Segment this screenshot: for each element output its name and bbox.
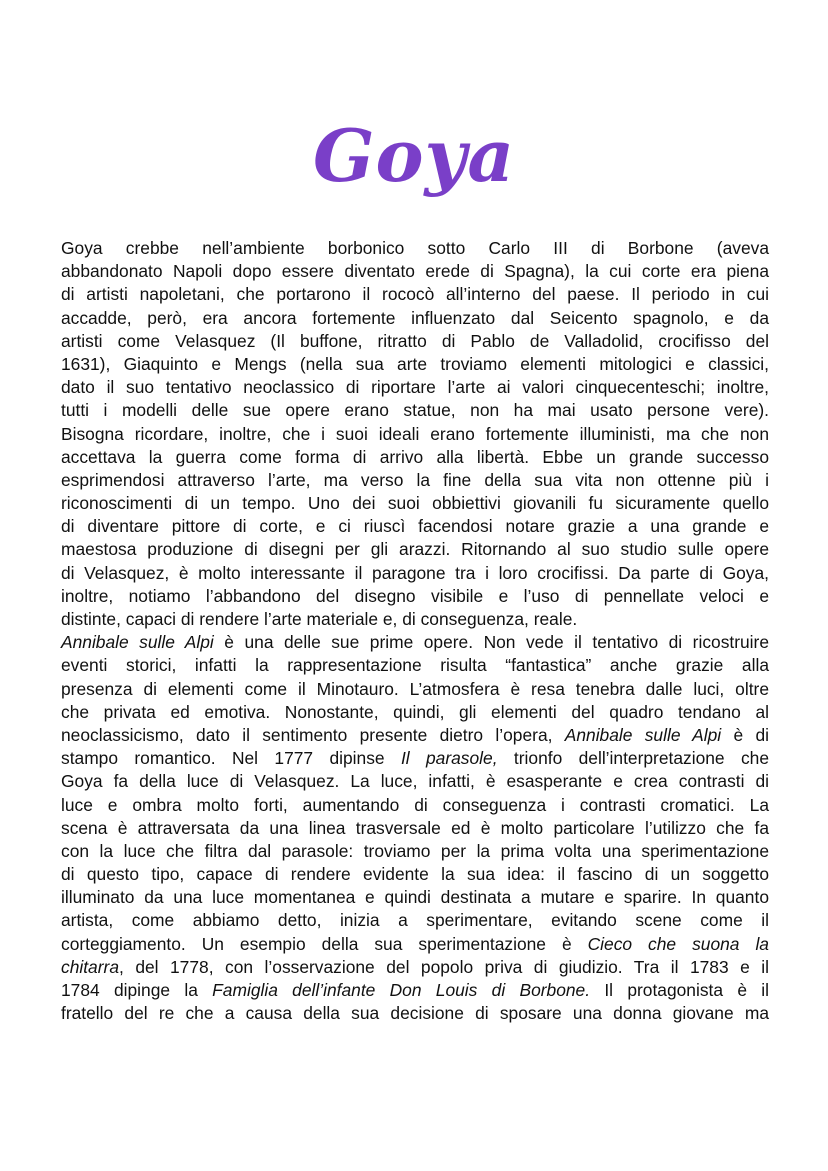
text-line: [61, 608, 769, 631]
text-line: [61, 446, 769, 469]
text-segment: distinte, capaci di rendere l’arte materiale e, di conseguenza, reale.: [61, 609, 578, 629]
text-line: [61, 376, 769, 399]
text-segment: fratello del re che a causa della sua decisione di sposare una donna giovane ma: [61, 1003, 769, 1024]
page-title: Goya: [313, 113, 515, 198]
text-segment: tutti i modelli delle sue opere erano statue, non ha mai usato persone vere).: [61, 400, 769, 421]
text-line: [61, 956, 769, 979]
text-segment: accadde, però, era ancora fortemente influenzato dal Seicento spagnolo, e da: [61, 307, 769, 328]
text-segment: stampo romantico. Nel 1777 dipinse: [61, 748, 401, 769]
text-segment: esprimendosi attraverso l’arte, ma verso la fine della sua vita non ottenne più i: [61, 469, 769, 490]
text-segment: accettava la guerra come forma di arrivo alla libertà. Ebbe un grande successo: [61, 446, 769, 467]
text-line: [61, 933, 769, 956]
artwork-title: chitarra: [61, 956, 119, 977]
text-line: [61, 585, 769, 608]
text-line: [61, 237, 769, 260]
text-segment: di questo tipo, capace di rendere evidente la sua idea: il fascino di un soggetto: [61, 864, 769, 885]
text-segment: riconoscimenti di un tempo. Uno dei suoi obbiettivi giovanili fu sicuramente quello: [61, 493, 769, 514]
text-line: [61, 979, 769, 1002]
text-segment: è di: [721, 724, 769, 745]
text-line: [61, 747, 769, 770]
text-segment: trionfo dell’interpretazione che: [497, 748, 769, 769]
text-segment: , del 1778, con l’osservazione del popolo priva di giudizio. Tra il 1783 e il: [119, 956, 769, 977]
text-line: [61, 886, 769, 909]
text-line: [61, 631, 769, 654]
text-line: [61, 724, 769, 747]
text-segment: di diventare pittore di corte, e ci riuscì facendosi notare grazie a una grande e: [61, 516, 769, 537]
text-line: [61, 330, 769, 353]
text-segment: 1631), Giaquinto e Mengs (nella sua arte troviamo elementi mitologici e classici,: [61, 353, 769, 374]
text-segment: corteggiamento. Un esempio della sua sperimentazione è: [61, 933, 588, 954]
text-line: [61, 492, 769, 515]
text-segment: eventi storici, infatti la rappresentazione risulta “fantastica” anche grazie alla: [61, 655, 769, 676]
artwork-title: Il parasole,: [400, 748, 498, 769]
artwork-title: Cieco che suona la: [587, 933, 769, 954]
text-segment: maestosa produzione di disegni per gli arazzi. Ritornando al suo studio sulle opere: [61, 539, 769, 560]
text-line: [61, 794, 769, 817]
text-segment: Goya crebbe nell’ambiente borbonico sotto Carlo III di Borbone (aveva: [61, 238, 769, 258]
text-segment: che privata ed emotiva. Nonostante, quindi, gli elementi del quadro tendano al: [61, 701, 769, 722]
text-line: [61, 423, 769, 446]
text-segment: Il protagonista è il: [590, 980, 770, 1000]
text-line: [61, 283, 769, 306]
text-line: [61, 469, 769, 492]
text-line: [61, 770, 769, 793]
artwork-title: Annibale sulle Alpi: [61, 632, 214, 653]
text-segment: 1784 dipinge la: [61, 980, 213, 1000]
text-line: [61, 399, 769, 422]
text-line: [61, 701, 769, 724]
text-segment: neoclassicismo, dato il sentimento presente dietro l’opera,: [61, 724, 565, 745]
text-line: [61, 817, 769, 840]
text-line: [61, 863, 769, 886]
artwork-title: Famiglia dell’infante Don Louis di Borbone.: [212, 980, 591, 1000]
text-segment: illuminato da una luce momentanea e quindi destinata a mutare e sparire. In quanto: [61, 887, 769, 908]
text-segment: di artisti napoletani, che portarono il rococò all’interno del paese. Il periodo in cui: [61, 284, 769, 305]
text-line: [61, 840, 769, 863]
text-segment: Bisogna ricordare, inoltre, che i suoi ideali erano fortemente illuministi, ma che non: [61, 423, 769, 444]
text-line: [61, 1002, 769, 1025]
text-segment: Goya fa della luce di Velasquez. La luce, infatti, è esasperante e crea contrasti di: [61, 771, 769, 792]
text-segment: dato il suo tentativo neoclassico di riportare l’arte ai valori cinquecenteschi; inoltre,: [61, 377, 769, 398]
text-segment: inoltre, notiamo l’abbandono del disegno visibile e l’uso di pennellate veloci e: [61, 585, 769, 606]
text-segment: artisti come Velasquez (Il buffone, ritratto di Pablo de Valladolid, crocifisso del: [61, 330, 769, 351]
text-line: [61, 515, 769, 538]
text-line: [61, 307, 769, 330]
text-line: [61, 260, 769, 283]
text-segment: presenza di elementi come il Minotauro. L’atmosfera è resa tenebra dalle luci, oltre: [61, 678, 769, 699]
text-line: [61, 678, 769, 701]
text-line: [61, 909, 769, 932]
text-line: [61, 562, 769, 585]
text-segment: abbandonato Napoli dopo essere diventato erede di Spagna), la cui corte era piena: [61, 261, 769, 282]
text-line: [61, 353, 769, 376]
text-line: [61, 654, 769, 677]
text-segment: scena è attraversata da una linea trasversale ed è molto particolare l’utilizzo che fa: [61, 817, 769, 838]
text-segment: con la luce che filtra dal parasole: troviamo per la prima volta una sperimentazione: [61, 840, 769, 861]
artwork-title: Annibale sulle Alpi: [564, 724, 722, 745]
text-segment: luce e ombra molto forti, aumentando di conseguenza i contrasti cromatici. La: [61, 794, 769, 815]
text-segment: di Velasquez, è molto interessante il paragone tra i loro crocifissi. Da parte di Goya,: [61, 562, 769, 583]
text-line: [61, 538, 769, 561]
text-segment: è una delle sue prime opere. Non vede il tentativo di ricostruire: [213, 632, 770, 653]
body-text: [61, 237, 769, 1025]
text-segment: artista, come abbiamo detto, inizia a sperimentare, evitando scene come il: [61, 910, 769, 931]
